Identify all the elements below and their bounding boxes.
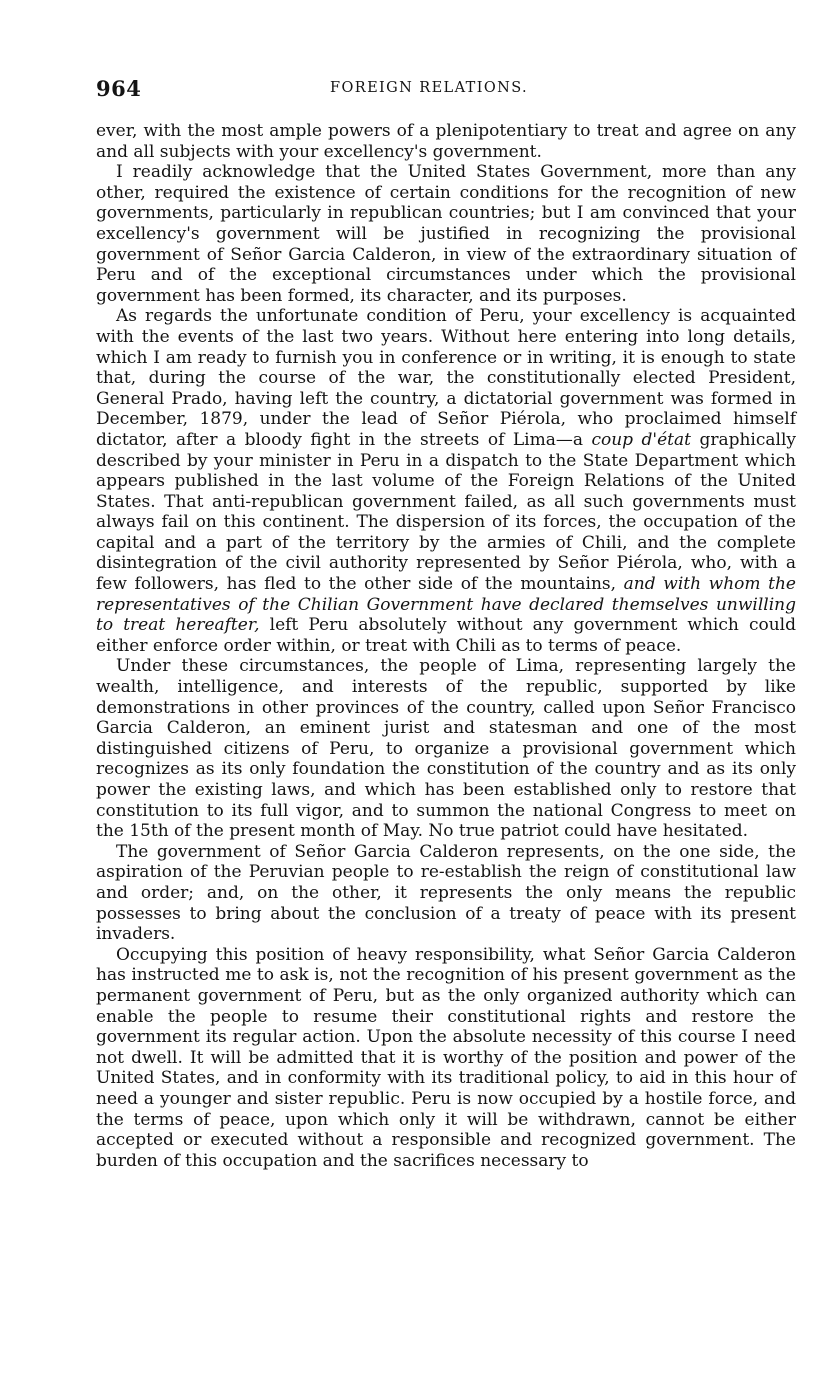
paragraph-peru-condition: [96, 306, 796, 656]
paragraph-responsibility: Occupying this position of heavy responsibility, what Señor Garcia Calderon has instructed me to ask is, not the recognition of his present government as the permanent government of Peru, but as the only organized authority which can enable the people to resume their constitutional rights and restore the government its regular action. Upon the absolute necessity of this course I need not dwell. It will be admitted that it is worthy of the position and power of the United States, and in conformity with its traditional policy, to aid in this hour of need a younger and sister republic. Peru is now occupied by a hostile force, and the terms of peace, upon which only it will be withdrawn, cannot be either accepted or executed without a responsible and recognized government. The burden of this occupation and the sacrifices necessary to: [96, 944, 796, 1171]
chilian-government-italic: and with whom the representatives of the Chilian Government have declared themselves unwilling to treat hereafter,: [96, 574, 796, 636]
paragraph-peru-condition-part2: graphically described by your minister in Peru in a dispatch to the State Department which appears published in the last volume of the Foreign Relations of the United States. That anti-republican government failed, as all such governments must always fail on this continent. The dispersion of its forces, the occupation of the capital and a part of the territory by the armies of Chili, and the complete disintegration of the civil authority represented by Señor Piérola, who, with a few followers, has fled to the other side of the mountains,: [96, 429, 796, 595]
paragraph-calderon-government: The government of Señor Garcia Calderon represents, on the one side, the aspiration of the Peruvian people to re-establish the reign of constitutional law and order; and, on the other, it represents the only means the republic possesses to bring about the conclusion of a treaty of peace with its present invaders.: [96, 841, 796, 945]
page-header: [96, 76, 796, 104]
coup-detat-italic: coup d'état: [591, 429, 691, 450]
page-number: 964: [96, 76, 142, 101]
paragraph-peru-condition-part1: As regards the unfortunate condition of Peru, your excellency is acquainted with the events of the last two years. Without here entering into long details, which I am ready to furnish you in conference or in writing, it is enough to state that, during the course of the war, the constitutionally elected President, General Prado, having left the country, a dictatorial government was formed in December, 1879, under the lead of Señor Piérola, who proclaimed himself dictator, after a bloody fight in the streets of Lima—a: [96, 306, 796, 450]
running-head: FOREIGN RELATIONS.: [330, 80, 529, 96]
paragraph-recognition: I readily acknowledge that the United States Government, more than any other, required the existence of certain conditions for the recognition of new governments, particularly in republican countries; but I am convinced that your excellency's government will be justified in recognizing the provisional government of Señor Garcia Calderon, in view of the extraordinary situation of Peru and of the exceptional circumstances under which the provisional government has been formed, its character, and its purposes.: [96, 162, 796, 306]
body-text: [96, 121, 796, 1171]
paragraph-peru-condition-part3: left Peru absolutely without any government which could either enforce order within, or treat with Chili as to terms of peace.: [96, 615, 796, 656]
paragraph-continued: ever, with the most ample powers of a plenipotentiary to treat and agree on any and all subjects with your excellency's government.: [96, 121, 796, 162]
paragraph-lima-people: Under these circumstances, the people of Lima, representing largely the wealth, intelligence, and interests of the republic, supported by like demonstrations in other provinces of the country, called upon Señor Francisco Garcia Calderon, an eminent jurist and statesman and one of the most distinguished citizens of Peru, to organize a provisional government which recognizes as its only foundation the constitution of the country and as its only power the existing laws, and which has been established only to restore that constitution to its full vigor, and to summon the national Congress to meet on the 15th of the present month of May. No true patriot could have hesitated.: [96, 656, 796, 842]
